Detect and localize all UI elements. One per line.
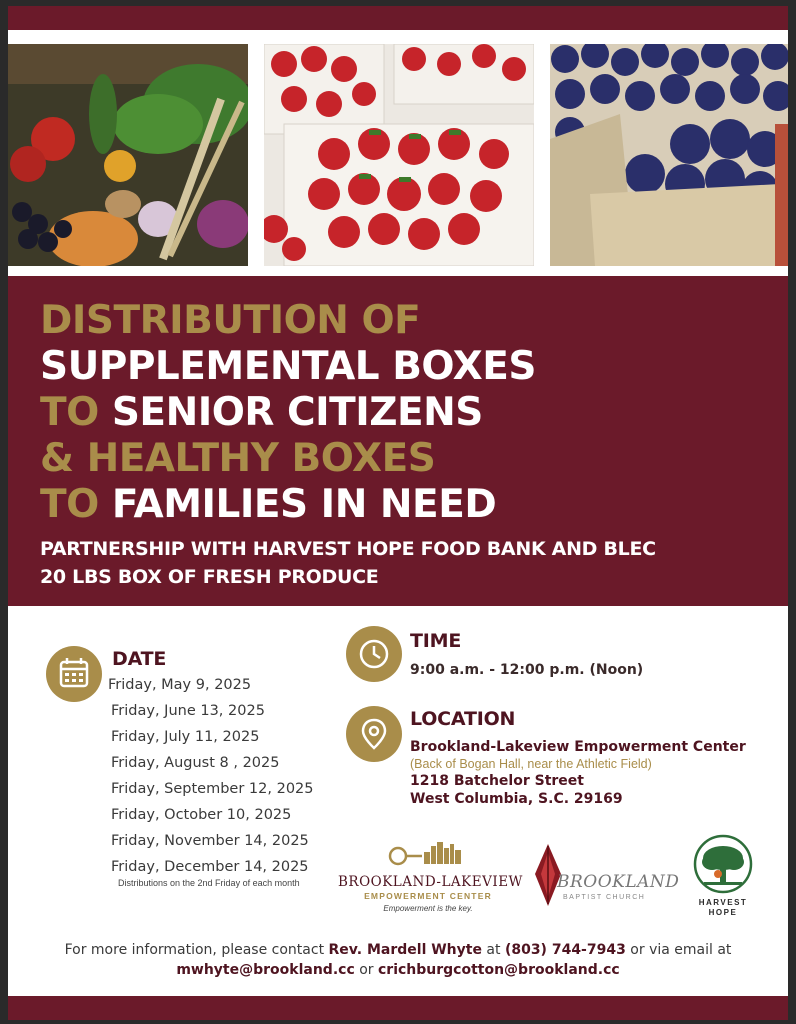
contact-at: at — [481, 942, 505, 958]
headline-line-5 — [40, 482, 760, 528]
headline-line-1: DISTRIBUTION OF — [40, 298, 421, 343]
headline-line-4: & HEALTHY BOXES — [40, 436, 436, 481]
headline — [40, 298, 760, 528]
contact-line-2 — [8, 960, 788, 980]
harvest-hope-text — [688, 898, 758, 918]
date-item: Friday, August 8 , 2025 — [111, 755, 280, 771]
calendar-icon — [46, 646, 102, 702]
harvest-hope-line-2: HOPE — [708, 908, 738, 917]
top-bar — [8, 6, 788, 30]
blec-tagline: Empowerment is the key. — [383, 904, 473, 913]
brookland-logo — [533, 842, 680, 912]
map-pin-icon — [346, 706, 402, 762]
photo-strip — [8, 44, 788, 266]
blec-logo — [338, 838, 523, 918]
location-note: (Back of Bogan Hall, near the Athletic Field) — [410, 757, 652, 771]
contact-or: or — [354, 962, 378, 978]
date-title: DATE — [112, 648, 167, 670]
headline-to-2: TO — [40, 482, 99, 527]
location-street: 1218 Batchelor Street — [410, 773, 584, 789]
date-item: Friday, November 14, 2025 — [111, 833, 309, 849]
headline-banner — [8, 276, 788, 606]
headline-senior-citizens: SENIOR CITIZENS — [111, 390, 483, 435]
headline-to: TO — [40, 390, 99, 435]
headline-line-2: SUPPLEMENTAL BOXES — [40, 344, 536, 389]
date-item: Friday, September 12, 2025 — [111, 781, 314, 797]
box-subhead: 20 LBS BOX OF FRESH PRODUCE — [40, 566, 379, 588]
date-item: Friday, June 13, 2025 — [111, 703, 265, 719]
contact-info — [8, 940, 788, 980]
headline-families: FAMILIES IN NEED — [111, 482, 497, 527]
vegetables-photo — [8, 44, 248, 266]
location-name: Brookland-Lakeview Empowerment Center — [410, 739, 746, 755]
contact-email-1[interactable]: mwhyte@brookland.cc — [176, 962, 355, 978]
plums-photo — [550, 44, 788, 266]
blec-name: BROOKLAND-LAKEVIEW — [338, 874, 523, 890]
tree-icon — [688, 832, 758, 894]
flyer-page — [8, 6, 788, 1020]
contact-prefix: For more information, please contact — [64, 942, 329, 958]
contact-line-1 — [8, 940, 788, 960]
date-item: Friday, October 10, 2025 — [111, 807, 292, 823]
brookland-subtitle: BAPTIST CHURCH — [563, 894, 646, 901]
location-title: LOCATION — [410, 708, 516, 730]
date-item: Friday, December 14, 2025 — [111, 859, 309, 875]
harvest-hope-line-1: HARVEST — [698, 898, 748, 907]
date-list — [108, 672, 314, 880]
contact-phone[interactable]: (803) 744-7943 — [504, 942, 626, 958]
contact-email-2[interactable]: crichburgcotton@brookland.cc — [377, 962, 620, 978]
strawberries-photo — [264, 44, 534, 266]
date-item: Friday, July 11, 2025 — [111, 729, 260, 745]
brookland-wordmark: BROOKLAND — [557, 872, 680, 892]
location-details — [410, 738, 746, 808]
contact-person: Rev. Mardell Whyte — [328, 942, 482, 958]
time-title: TIME — [410, 630, 462, 652]
key-icon — [338, 838, 518, 872]
location-city: West Columbia, S.C. 29169 — [410, 791, 623, 807]
harvest-hope-logo — [688, 832, 758, 922]
bottom-bar — [8, 996, 788, 1020]
blec-subtitle: EMPOWERMENT CENTER — [364, 891, 492, 901]
headline-line-3 — [40, 390, 760, 436]
date-item: Friday, May 9, 2025 — [108, 677, 252, 693]
partnership-subhead: PARTNERSHIP WITH HARVEST HOPE FOOD BANK AND BLEC — [40, 538, 656, 560]
contact-via: or via email at — [625, 942, 732, 958]
clock-icon — [346, 626, 402, 682]
time-value: 9:00 a.m. - 12:00 p.m. (Noon) — [410, 662, 644, 678]
distribution-note: Distributions on the 2nd Friday of each month — [118, 878, 300, 888]
